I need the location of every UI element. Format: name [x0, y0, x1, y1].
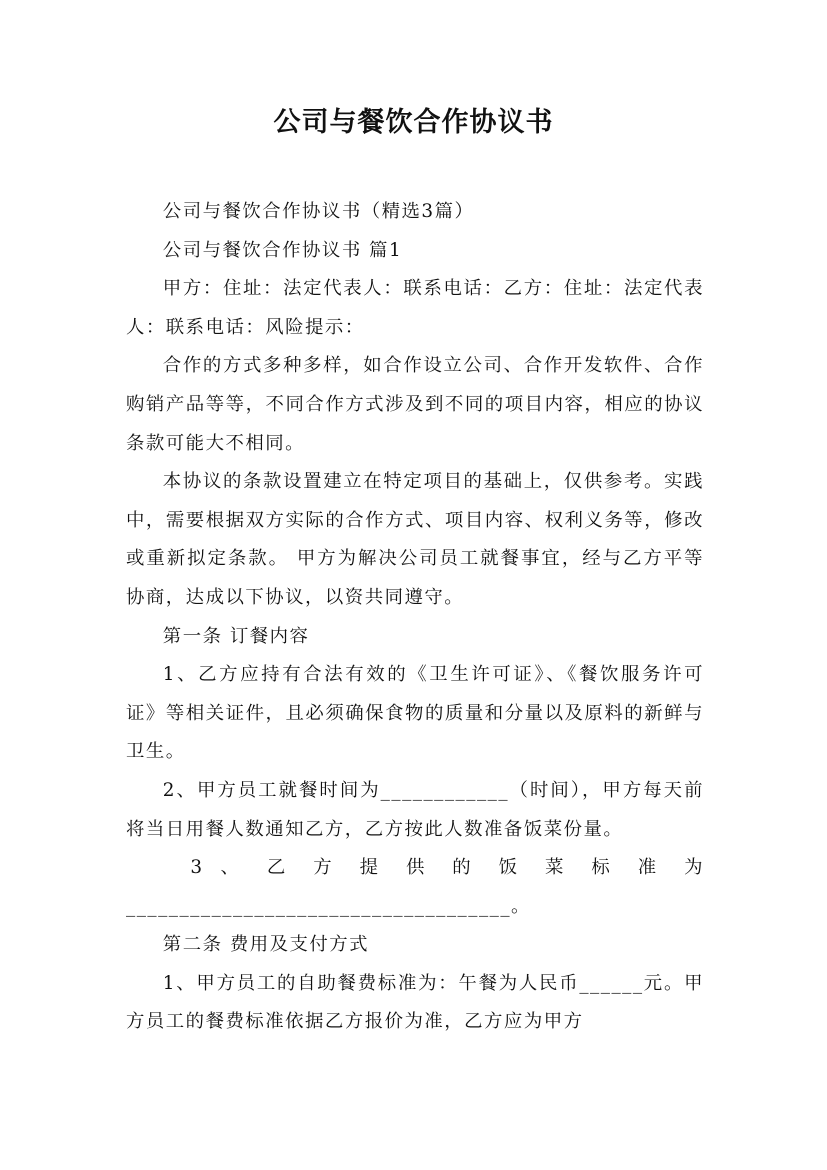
document-title: 公司与餐饮合作协议书 — [273, 107, 554, 138]
document-body — [126, 193, 704, 1042]
paragraph-section-heading: 公司与餐饮合作协议书 篇1 — [162, 239, 403, 261]
paragraph-article-2-item-1: 1、甲方员工的自助餐费标准为：午餐为人民币______元。甲方员工的餐费标准依据乙方报价为准，乙方应为甲方 — [126, 972, 704, 1033]
paragraph-article-1-item-2: 2、甲方员工就餐时间为____________（时间），甲方每天前将当日用餐人数通知乙方，乙方按此人数准备饭菜份量。 — [126, 779, 704, 840]
paragraph-agreement-basis: 本协议的条款设置建立在特定项目的基础上，仅供参考。实践中，需要根据双方实际的合作方式、项目内容、权利义务等，修改或重新拟定条款。 甲方为解决公司员工就餐事宜，经与乙方平等协商，达成以下协议，以资共同遵守。 — [126, 471, 704, 608]
paragraph-article-1-item-3: 3 、 乙 方 提 供 的 饭 菜 标 准 为 — [190, 857, 704, 879]
paragraph-parties: 甲方：住址：法定代表人：联系电话：乙方：住址：法定代表人：联系电话：风险提示： — [126, 278, 704, 338]
paragraph-article-1-item-1: 1、乙方应持有合法有效的《卫生许可证》、《餐饮服务许可证》等相关证件，且必须确保食物的质量和分量以及原料的新鲜与卫生。 — [126, 664, 704, 763]
paragraph-article-1-heading: 第一条 订餐内容 — [162, 625, 310, 647]
paragraph-article-2-heading: 第二条 费用及支付方式 — [162, 934, 370, 956]
paragraph-cooperation-methods: 合作的方式多种多样，如合作设立公司、合作开发软件、合作购销产品等等，不同合作方式涉及到不同的项目内容，相应的协议条款可能大不相同。 — [126, 355, 704, 454]
paragraph-article-1-item-3-blank: ____________________________________。 — [126, 895, 531, 917]
paragraph-subtitle: 公司与餐饮合作协议书（精选3篇） — [162, 201, 475, 222]
